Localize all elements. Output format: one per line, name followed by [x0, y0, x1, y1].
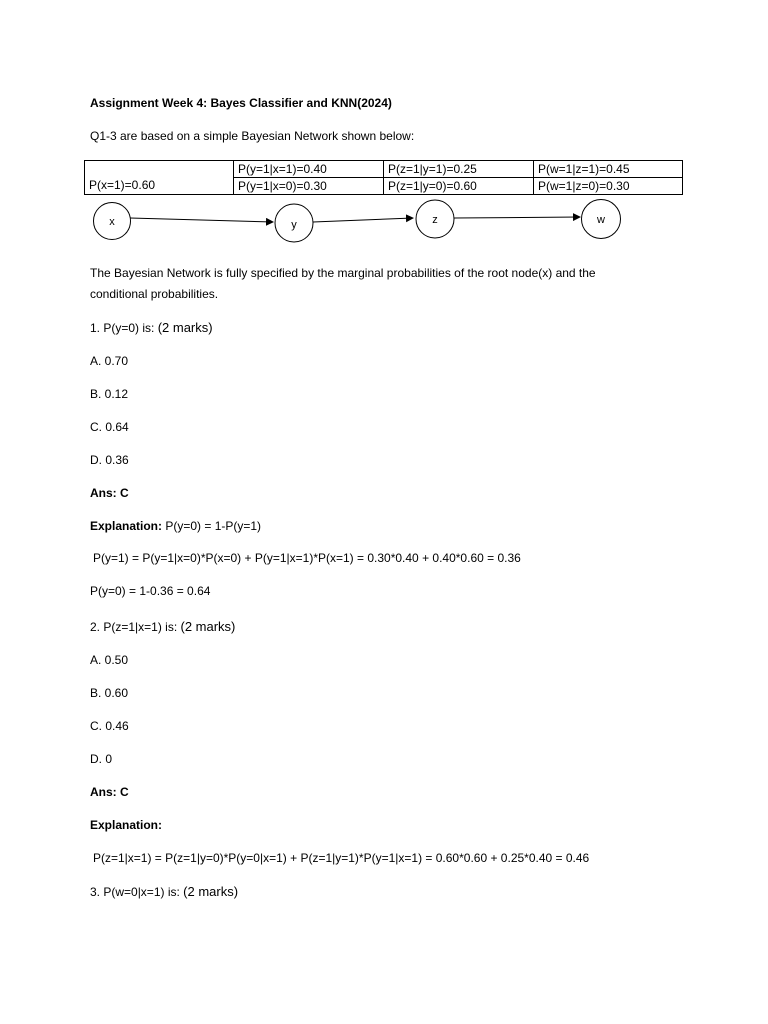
table-cell-empty: [85, 161, 234, 178]
question-text: 2. P(z=1|x=1) is:: [90, 620, 181, 634]
question-3: [90, 884, 238, 900]
node-y: [275, 204, 313, 242]
work-line: P(z=1|x=1) = P(z=1|y=0)*P(y=0|x=1) + P(z=1|y=1)*P(y=1|x=1) = 0.60*0.60 + 0.25*0.40 = 0.46: [93, 851, 590, 865]
marks-label: (2 marks): [183, 884, 239, 899]
option: A. 0.50: [90, 653, 129, 667]
question-1: [90, 320, 213, 336]
work-line: P(y=0) = 1-0.36 = 0.64: [90, 584, 211, 598]
table-cell: P(x=1)=0.60: [85, 178, 234, 195]
edge-z-w: [454, 217, 580, 218]
marks-label: (2 marks): [157, 320, 213, 335]
page-title: Assignment Week 4: Bayes Classifier and KNN(2024): [90, 96, 392, 110]
option: B. 0.12: [90, 387, 129, 401]
bayesian-network-diagram: [0, 195, 768, 250]
node-x: [94, 203, 131, 240]
intro-text: Q1-3 are based on a simple Bayesian Network shown below:: [90, 129, 415, 143]
node-label: y: [291, 219, 297, 231]
explanation-label: Explanation:: [90, 519, 163, 533]
table-cell: P(y=1|x=0)=0.30: [234, 178, 384, 195]
table-cell: P(w=1|z=0)=0.30: [534, 178, 683, 195]
node-label: x: [109, 216, 115, 228]
option: C. 0.46: [90, 719, 129, 733]
description-line: conditional probabilities.: [90, 287, 219, 301]
node-w: [582, 200, 621, 239]
explanation-label: Explanation:: [90, 818, 163, 832]
work-line: P(y=1) = P(y=1|x=0)*P(x=0) + P(y=1|x=1)*P(x=1) = 0.30*0.40 + 0.40*0.60 = 0.36: [93, 551, 521, 565]
option: C. 0.64: [90, 420, 129, 434]
option: D. 0: [90, 752, 113, 766]
edge-y-z: [313, 218, 413, 222]
answer: Ans: C: [90, 785, 129, 799]
table-cell: P(w=1|z=1)=0.45: [534, 161, 683, 178]
node-label: z: [432, 214, 438, 226]
explanation-text: P(y=0) = 1-P(y=1): [162, 519, 262, 533]
table-row: [85, 178, 683, 195]
probability-table: [84, 160, 683, 195]
table-cell: P(z=1|y=1)=0.25: [384, 161, 534, 178]
option: B. 0.60: [90, 686, 129, 700]
marks-label: (2 marks): [180, 619, 236, 634]
table-cell: P(y=1|x=1)=0.40: [234, 161, 384, 178]
edge-x-y: [130, 218, 273, 222]
option: D. 0.36: [90, 453, 129, 467]
node-label: w: [597, 214, 605, 226]
answer: Ans: C: [90, 486, 129, 500]
table-row: [85, 161, 683, 178]
description-line: The Bayesian Network is fully specified by the marginal probabilities of the root node(x) and the: [90, 266, 596, 280]
explanation: [90, 518, 261, 534]
node-z: [416, 200, 454, 238]
question-text: 3. P(w=0|x=1) is:: [90, 885, 184, 899]
option: A. 0.70: [90, 354, 129, 368]
question-2: [90, 619, 235, 635]
question-text: 1. P(y=0) is:: [90, 321, 158, 335]
table-cell: P(z=1|y=0)=0.60: [384, 178, 534, 195]
